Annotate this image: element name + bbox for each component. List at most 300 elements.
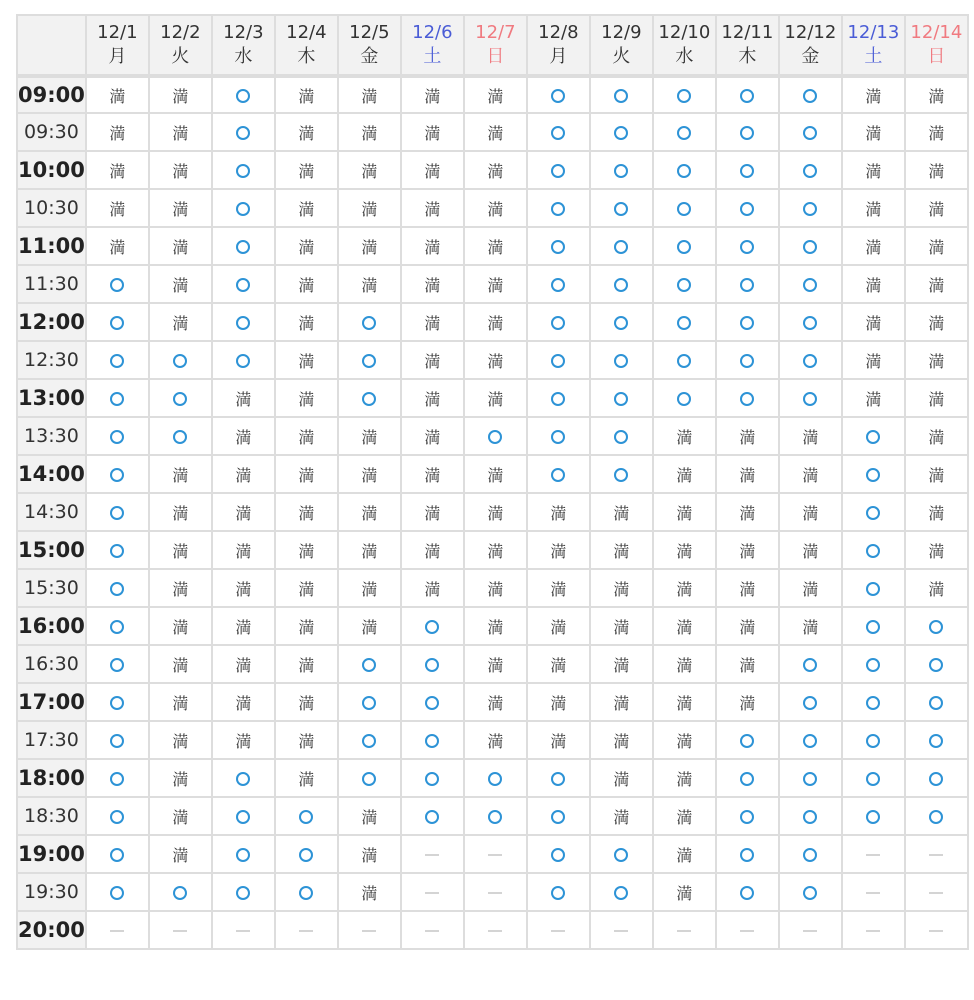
available-slot[interactable] <box>213 266 276 304</box>
available-slot[interactable] <box>591 836 654 874</box>
available-slot[interactable] <box>465 760 528 798</box>
available-circle-icon <box>866 620 880 634</box>
full-slot <box>213 418 276 456</box>
available-slot[interactable] <box>591 152 654 190</box>
full-slot <box>654 798 717 836</box>
available-circle-icon <box>614 848 628 862</box>
available-slot[interactable] <box>843 608 906 646</box>
available-slot[interactable] <box>780 266 843 304</box>
full-label: 満 <box>361 503 378 523</box>
available-slot[interactable] <box>654 76 717 114</box>
available-slot[interactable] <box>591 874 654 912</box>
full-label: 満 <box>298 655 315 675</box>
available-slot[interactable] <box>654 304 717 342</box>
full-slot <box>591 760 654 798</box>
dash-icon <box>299 930 313 932</box>
available-slot[interactable] <box>402 798 465 836</box>
available-slot[interactable] <box>276 836 339 874</box>
available-slot[interactable] <box>780 874 843 912</box>
full-label: 満 <box>676 731 693 751</box>
available-slot[interactable] <box>654 380 717 418</box>
available-circle-icon <box>803 89 817 103</box>
full-label: 満 <box>172 465 189 485</box>
time-slot-row <box>16 532 969 570</box>
full-slot <box>843 266 906 304</box>
full-label: 満 <box>928 465 945 485</box>
full-slot <box>906 152 969 190</box>
full-slot <box>717 532 780 570</box>
full-label: 満 <box>487 693 504 713</box>
full-label: 満 <box>298 237 315 257</box>
full-label: 満 <box>298 199 315 219</box>
full-label: 満 <box>865 351 882 371</box>
full-label: 満 <box>235 655 252 675</box>
available-slot[interactable] <box>654 152 717 190</box>
dash-icon <box>488 892 502 894</box>
full-slot <box>465 684 528 722</box>
available-slot[interactable] <box>402 608 465 646</box>
available-slot[interactable] <box>780 190 843 228</box>
available-slot[interactable] <box>591 418 654 456</box>
available-slot[interactable] <box>843 722 906 760</box>
time-slot-row <box>16 570 969 608</box>
available-slot[interactable] <box>465 418 528 456</box>
full-label: 満 <box>235 427 252 447</box>
available-slot[interactable] <box>717 380 780 418</box>
available-slot[interactable] <box>339 380 402 418</box>
available-circle-icon <box>236 848 250 862</box>
date-header-12-3 <box>213 14 276 76</box>
available-slot[interactable] <box>906 798 969 836</box>
full-slot <box>276 760 339 798</box>
available-slot[interactable] <box>528 266 591 304</box>
available-circle-icon <box>803 772 817 786</box>
full-label: 満 <box>172 845 189 865</box>
available-slot[interactable] <box>906 722 969 760</box>
available-slot[interactable] <box>717 760 780 798</box>
available-slot[interactable] <box>402 646 465 684</box>
available-slot[interactable] <box>843 646 906 684</box>
available-slot[interactable] <box>87 798 150 836</box>
available-circle-icon <box>614 430 628 444</box>
full-label: 満 <box>361 123 378 143</box>
available-slot[interactable] <box>906 684 969 722</box>
available-slot[interactable] <box>528 190 591 228</box>
full-label: 満 <box>928 199 945 219</box>
available-slot[interactable] <box>717 798 780 836</box>
full-label: 満 <box>172 313 189 333</box>
full-slot <box>276 456 339 494</box>
available-slot[interactable] <box>717 114 780 152</box>
available-slot[interactable] <box>528 304 591 342</box>
available-slot[interactable] <box>528 342 591 380</box>
available-slot[interactable] <box>906 760 969 798</box>
available-slot[interactable] <box>591 380 654 418</box>
available-slot[interactable] <box>591 228 654 266</box>
available-slot[interactable] <box>87 608 150 646</box>
weekday-label: 水 <box>675 46 694 67</box>
unavailable-slot <box>528 912 591 950</box>
available-slot[interactable] <box>213 836 276 874</box>
dash-icon <box>425 930 439 932</box>
date-header-12-9 <box>591 14 654 76</box>
date-label: 12/11 <box>721 22 774 43</box>
full-label: 満 <box>235 579 252 599</box>
available-circle-icon <box>677 89 691 103</box>
available-circle-icon <box>866 506 880 520</box>
available-slot[interactable] <box>780 760 843 798</box>
unavailable-slot <box>717 912 780 950</box>
available-slot[interactable] <box>402 760 465 798</box>
full-label: 満 <box>487 465 504 485</box>
date-label: 12/1 <box>97 22 138 43</box>
full-label: 満 <box>424 313 441 333</box>
available-circle-icon <box>551 430 565 444</box>
available-circle-icon <box>740 89 754 103</box>
full-label: 満 <box>613 807 630 827</box>
full-label: 満 <box>298 465 315 485</box>
available-slot[interactable] <box>213 798 276 836</box>
available-slot[interactable] <box>591 190 654 228</box>
available-slot[interactable] <box>213 304 276 342</box>
available-circle-icon <box>803 848 817 862</box>
available-slot[interactable] <box>843 684 906 722</box>
time-slot-row <box>16 418 969 456</box>
full-slot <box>906 380 969 418</box>
available-circle-icon <box>236 126 250 140</box>
full-label: 満 <box>172 807 189 827</box>
time-label: 12:30 <box>16 342 87 380</box>
available-slot[interactable] <box>843 760 906 798</box>
full-label: 満 <box>487 161 504 181</box>
full-label: 満 <box>487 655 504 675</box>
available-slot[interactable] <box>213 342 276 380</box>
available-circle-icon <box>551 202 565 216</box>
available-slot[interactable] <box>654 266 717 304</box>
available-circle-icon <box>551 886 565 900</box>
available-circle-icon <box>362 392 376 406</box>
available-slot[interactable] <box>528 228 591 266</box>
available-slot[interactable] <box>906 646 969 684</box>
full-slot <box>213 646 276 684</box>
available-slot[interactable] <box>843 798 906 836</box>
date-header-12-6 <box>402 14 465 76</box>
available-slot[interactable] <box>87 456 150 494</box>
available-slot[interactable] <box>402 684 465 722</box>
available-slot[interactable] <box>717 76 780 114</box>
full-label: 満 <box>361 541 378 561</box>
available-slot[interactable] <box>213 760 276 798</box>
full-slot <box>906 418 969 456</box>
date-label: 12/3 <box>223 22 264 43</box>
full-slot <box>906 228 969 266</box>
unavailable-slot <box>843 874 906 912</box>
full-slot <box>528 684 591 722</box>
weekday-label: 金 <box>360 46 379 67</box>
full-slot <box>402 570 465 608</box>
available-slot[interactable] <box>150 874 213 912</box>
full-slot <box>402 342 465 380</box>
available-slot[interactable] <box>213 228 276 266</box>
available-slot[interactable] <box>465 798 528 836</box>
available-slot[interactable] <box>150 418 213 456</box>
full-label: 満 <box>172 693 189 713</box>
available-slot[interactable] <box>843 532 906 570</box>
full-slot <box>591 798 654 836</box>
available-slot[interactable] <box>87 342 150 380</box>
full-slot <box>339 494 402 532</box>
available-slot[interactable] <box>213 152 276 190</box>
available-circle-icon <box>803 392 817 406</box>
time-slot-row <box>16 190 969 228</box>
available-circle-icon <box>614 126 628 140</box>
weekday-label: 日 <box>486 46 505 67</box>
time-label: 10:00 <box>16 152 87 190</box>
full-slot <box>906 266 969 304</box>
full-slot <box>276 608 339 646</box>
available-slot[interactable] <box>780 798 843 836</box>
available-circle-icon <box>110 696 124 710</box>
full-label: 満 <box>172 655 189 675</box>
available-slot[interactable] <box>213 76 276 114</box>
available-slot[interactable] <box>87 380 150 418</box>
available-slot[interactable] <box>780 152 843 190</box>
full-slot <box>843 190 906 228</box>
available-slot[interactable] <box>528 114 591 152</box>
full-label: 満 <box>739 427 756 447</box>
weekday-label: 水 <box>234 46 253 67</box>
available-slot[interactable] <box>87 836 150 874</box>
full-label: 満 <box>928 237 945 257</box>
full-slot <box>906 342 969 380</box>
available-slot[interactable] <box>591 266 654 304</box>
available-slot[interactable] <box>780 684 843 722</box>
weekday-label: 月 <box>108 46 127 67</box>
full-label: 満 <box>424 389 441 409</box>
available-slot[interactable] <box>654 190 717 228</box>
full-slot <box>654 532 717 570</box>
full-slot <box>150 646 213 684</box>
available-slot[interactable] <box>528 798 591 836</box>
full-label: 満 <box>109 123 126 143</box>
available-slot[interactable] <box>528 456 591 494</box>
available-slot[interactable] <box>402 722 465 760</box>
available-slot[interactable] <box>339 304 402 342</box>
dash-icon <box>425 854 439 856</box>
full-slot <box>906 532 969 570</box>
available-slot[interactable] <box>87 722 150 760</box>
full-slot <box>780 418 843 456</box>
full-slot <box>276 76 339 114</box>
full-label: 満 <box>298 579 315 599</box>
full-label: 満 <box>802 427 819 447</box>
available-slot[interactable] <box>780 228 843 266</box>
available-slot[interactable] <box>87 266 150 304</box>
available-slot[interactable] <box>591 76 654 114</box>
unavailable-slot <box>213 912 276 950</box>
available-slot[interactable] <box>528 874 591 912</box>
time-label: 13:00 <box>16 380 87 418</box>
full-slot <box>87 228 150 266</box>
time-label: 16:30 <box>16 646 87 684</box>
time-label: 16:00 <box>16 608 87 646</box>
available-slot[interactable] <box>150 380 213 418</box>
available-slot[interactable] <box>843 456 906 494</box>
available-circle-icon <box>929 620 943 634</box>
unavailable-slot <box>843 912 906 950</box>
full-slot <box>276 570 339 608</box>
available-slot[interactable] <box>780 646 843 684</box>
full-label: 満 <box>928 313 945 333</box>
available-slot[interactable] <box>528 418 591 456</box>
available-circle-icon <box>110 316 124 330</box>
available-slot[interactable] <box>276 798 339 836</box>
available-slot[interactable] <box>87 418 150 456</box>
full-label: 満 <box>676 807 693 827</box>
available-slot[interactable] <box>780 76 843 114</box>
available-slot[interactable] <box>213 114 276 152</box>
available-slot[interactable] <box>276 874 339 912</box>
unavailable-slot <box>906 912 969 950</box>
available-slot[interactable] <box>843 418 906 456</box>
available-slot[interactable] <box>87 494 150 532</box>
unavailable-slot <box>465 912 528 950</box>
available-circle-icon <box>362 772 376 786</box>
full-label: 満 <box>928 351 945 371</box>
available-slot[interactable] <box>213 874 276 912</box>
available-circle-icon <box>299 848 313 862</box>
full-label: 満 <box>802 617 819 637</box>
available-slot[interactable] <box>150 342 213 380</box>
available-slot[interactable] <box>780 342 843 380</box>
available-circle-icon <box>677 126 691 140</box>
available-circle-icon <box>740 354 754 368</box>
full-slot <box>213 684 276 722</box>
available-slot[interactable] <box>717 722 780 760</box>
full-label: 満 <box>487 731 504 751</box>
available-circle-icon <box>803 240 817 254</box>
full-label: 満 <box>928 275 945 295</box>
available-slot[interactable] <box>843 494 906 532</box>
available-slot[interactable] <box>717 836 780 874</box>
full-label: 満 <box>613 693 630 713</box>
date-label: 12/13 <box>847 22 900 43</box>
available-slot[interactable] <box>528 76 591 114</box>
full-slot <box>150 532 213 570</box>
full-slot <box>213 608 276 646</box>
full-label: 満 <box>676 579 693 599</box>
full-slot <box>591 722 654 760</box>
available-slot[interactable] <box>339 722 402 760</box>
full-label: 満 <box>928 427 945 447</box>
available-slot[interactable] <box>339 684 402 722</box>
full-label: 満 <box>928 161 945 181</box>
full-label: 満 <box>424 465 441 485</box>
available-slot[interactable] <box>780 722 843 760</box>
available-slot[interactable] <box>780 380 843 418</box>
available-slot[interactable] <box>87 646 150 684</box>
available-slot[interactable] <box>591 342 654 380</box>
available-slot[interactable] <box>87 570 150 608</box>
full-slot <box>717 418 780 456</box>
available-slot[interactable] <box>87 760 150 798</box>
available-circle-icon <box>173 886 187 900</box>
available-slot[interactable] <box>780 114 843 152</box>
available-slot[interactable] <box>654 228 717 266</box>
available-slot[interactable] <box>339 342 402 380</box>
time-label: 09:00 <box>16 76 87 114</box>
available-slot[interactable] <box>528 760 591 798</box>
available-slot[interactable] <box>654 342 717 380</box>
full-slot <box>906 570 969 608</box>
available-slot[interactable] <box>528 380 591 418</box>
full-slot <box>843 228 906 266</box>
available-slot[interactable] <box>87 684 150 722</box>
available-circle-icon <box>614 164 628 178</box>
available-circle-icon <box>110 278 124 292</box>
available-slot[interactable] <box>717 304 780 342</box>
available-slot[interactable] <box>717 874 780 912</box>
available-slot[interactable] <box>717 342 780 380</box>
available-slot[interactable] <box>717 152 780 190</box>
available-circle-icon <box>362 316 376 330</box>
full-label: 満 <box>298 693 315 713</box>
available-slot[interactable] <box>717 266 780 304</box>
full-slot <box>150 228 213 266</box>
full-label: 満 <box>550 655 567 675</box>
available-circle-icon <box>173 354 187 368</box>
available-slot[interactable] <box>87 532 150 570</box>
available-slot[interactable] <box>213 190 276 228</box>
available-slot[interactable] <box>654 114 717 152</box>
dash-icon <box>488 854 502 856</box>
available-slot[interactable] <box>339 646 402 684</box>
available-circle-icon <box>173 392 187 406</box>
available-circle-icon <box>362 734 376 748</box>
available-slot[interactable] <box>780 836 843 874</box>
available-circle-icon <box>866 696 880 710</box>
available-slot[interactable] <box>87 304 150 342</box>
available-slot[interactable] <box>87 874 150 912</box>
available-slot[interactable] <box>591 304 654 342</box>
full-slot <box>780 570 843 608</box>
available-slot[interactable] <box>780 304 843 342</box>
full-label: 満 <box>235 465 252 485</box>
available-slot[interactable] <box>906 608 969 646</box>
full-slot <box>402 76 465 114</box>
available-circle-icon <box>236 240 250 254</box>
available-slot[interactable] <box>843 570 906 608</box>
available-slot[interactable] <box>339 760 402 798</box>
available-slot[interactable] <box>717 228 780 266</box>
weekday-label: 木 <box>297 46 316 67</box>
full-slot <box>87 76 150 114</box>
time-label: 14:30 <box>16 494 87 532</box>
available-slot[interactable] <box>591 456 654 494</box>
available-slot[interactable] <box>717 190 780 228</box>
dash-icon <box>929 854 943 856</box>
available-circle-icon <box>803 810 817 824</box>
available-slot[interactable] <box>591 114 654 152</box>
available-circle-icon <box>866 772 880 786</box>
available-circle-icon <box>614 316 628 330</box>
available-slot[interactable] <box>528 152 591 190</box>
full-slot <box>150 114 213 152</box>
full-slot <box>276 418 339 456</box>
full-slot <box>654 608 717 646</box>
available-slot[interactable] <box>528 836 591 874</box>
full-slot <box>654 494 717 532</box>
